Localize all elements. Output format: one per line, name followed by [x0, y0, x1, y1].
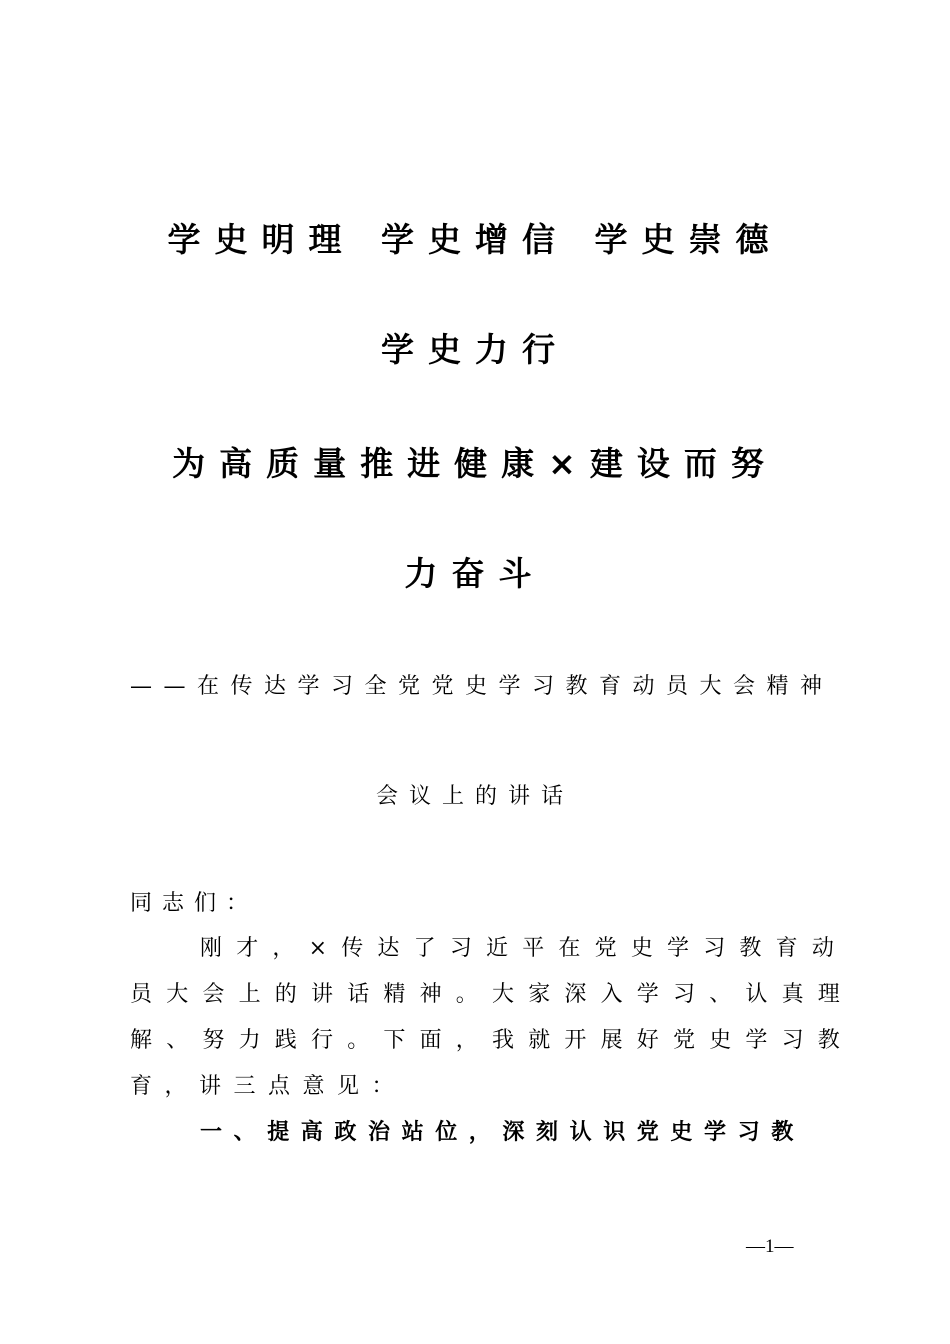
page-number: —1—	[746, 1236, 794, 1257]
subtitle-line-2: 会议上的讲话	[375, 784, 574, 809]
title-line-2: 学史力行	[381, 330, 569, 369]
paragraph-line-4: 育，讲三点意见：	[130, 1074, 407, 1099]
title-line-4: 力奋斗	[404, 554, 546, 593]
section-heading-1: 一、提高政治站位，深刻认识党史学习教	[200, 1120, 805, 1145]
title-line-3: 为高质量推进健康×建设而努	[172, 444, 778, 483]
paragraph-line-1: 刚才，×传达了习近平在党史学习教育动	[200, 936, 849, 961]
subtitle-line-1: ——在传达学习全党党史学习教育动员大会精神	[130, 674, 834, 699]
paragraph-line-2: 员大会上的讲话精神。大家深入学习、认真理	[130, 982, 855, 1007]
paragraph-line-3: 解、努力践行。下面，我就开展好党史学习教	[130, 1028, 855, 1053]
salutation: 同志们：	[130, 891, 259, 916]
title-line-1: 学史明理 学史增信 学史崇德	[167, 220, 783, 259]
